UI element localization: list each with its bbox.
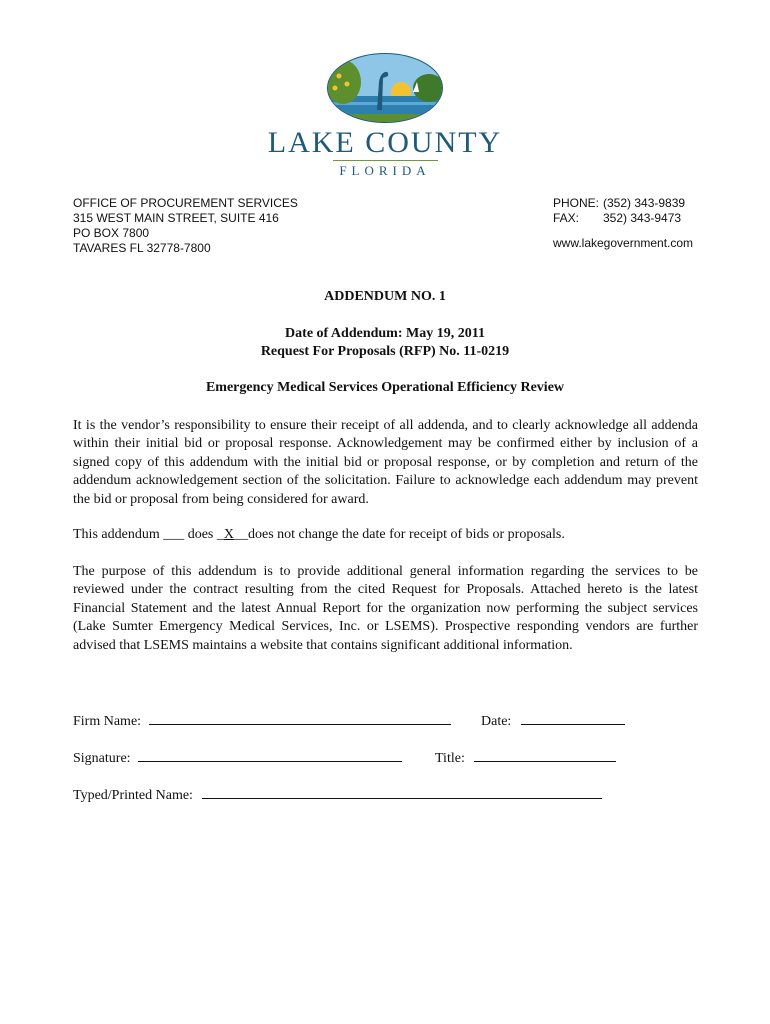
rfp-subject: Emergency Medical Services Operational Efficiency Review <box>205 380 565 395</box>
title-label: Title: <box>435 751 465 766</box>
signature-label: Signature: <box>73 751 131 766</box>
typed-name-field[interactable] <box>202 784 602 799</box>
title-field[interactable] <box>474 747 616 762</box>
fax-number: 352) 343-9473 <box>603 211 682 225</box>
addendum-title: ADDENDUM NO. 1 <box>324 289 446 304</box>
title-row <box>435 747 616 767</box>
county-logo <box>0 52 770 124</box>
date-change-prefix: This addendum ___ does _ <box>73 527 224 542</box>
date-field[interactable] <box>521 710 625 725</box>
firm-name-label: Firm Name: <box>73 714 142 729</box>
state-name: FLORIDA <box>339 163 431 178</box>
po-box: PO BOX 7800 <box>73 226 150 240</box>
vendor-responsibility-paragraph: It is the vendor’s responsibility to ensure their receipt of all addenda, and to clearly acknowledge all addenda within their initial bid or proposal response. Acknowledgement may be confirmed either by inclusion of a signed copy of this addendum with the initial bid or proposal response, or by completion and return of the addendum acknowledgement section of the solicitation. Failure to acknowledge each addendum may prevent the bid or proposal from being considered for award. <box>73 418 698 507</box>
typed-name-label: Typed/Printed Name: <box>73 788 193 803</box>
city-state-zip: TAVARES FL 32778-7800 <box>73 241 211 255</box>
signature-field[interactable] <box>138 747 402 762</box>
date-row <box>481 710 625 730</box>
firm-name-field[interactable] <box>149 710 451 725</box>
phone-label: PHONE: <box>553 196 600 210</box>
street-address: 315 WEST MAIN STREET, SUITE 416 <box>73 211 279 225</box>
fax-row <box>553 211 693 226</box>
date-change-mark: X <box>223 527 234 542</box>
date-label: Date: <box>481 714 512 729</box>
office-address <box>73 196 298 256</box>
firm-name-row <box>73 710 451 730</box>
office-name: OFFICE OF PROCUREMENT SERVICES <box>73 196 298 210</box>
website-link[interactable]: www.lakegovernment.com <box>553 236 694 250</box>
logo-divider <box>333 160 438 161</box>
typed-name-row <box>73 784 602 804</box>
phone-number: (352) 343-9839 <box>603 196 686 210</box>
fax-label: FAX: <box>553 211 580 225</box>
signature-row <box>73 747 402 767</box>
date-change-suffix: __does not change the date for receipt of bids or proposals. <box>234 527 565 542</box>
date-change-statement <box>73 527 565 543</box>
rfp-number: Request For Proposals (RFP) No. 11-0219 <box>260 344 510 359</box>
phone-row <box>553 196 693 211</box>
addendum-date: Date of Addendum: May 19, 2011 <box>285 326 485 341</box>
county-seal-icon <box>325 52 445 124</box>
purpose-paragraph: The purpose of this addendum is to provide additional general information regarding the services to be reviewed under the contract resulting from the cited Request for Proposals. Attached hereto is the latest Financial Statement and the latest Annual Report for the organization now performing the subject services (Lake Sumter Emergency Medical Services, Inc. or LSEMS). Prospective responding vendors are further advised that LSEMS maintains a website that contains significant additional information. <box>73 564 698 653</box>
county-name: LAKE COUNTY <box>267 126 503 159</box>
contact-info <box>553 196 693 251</box>
